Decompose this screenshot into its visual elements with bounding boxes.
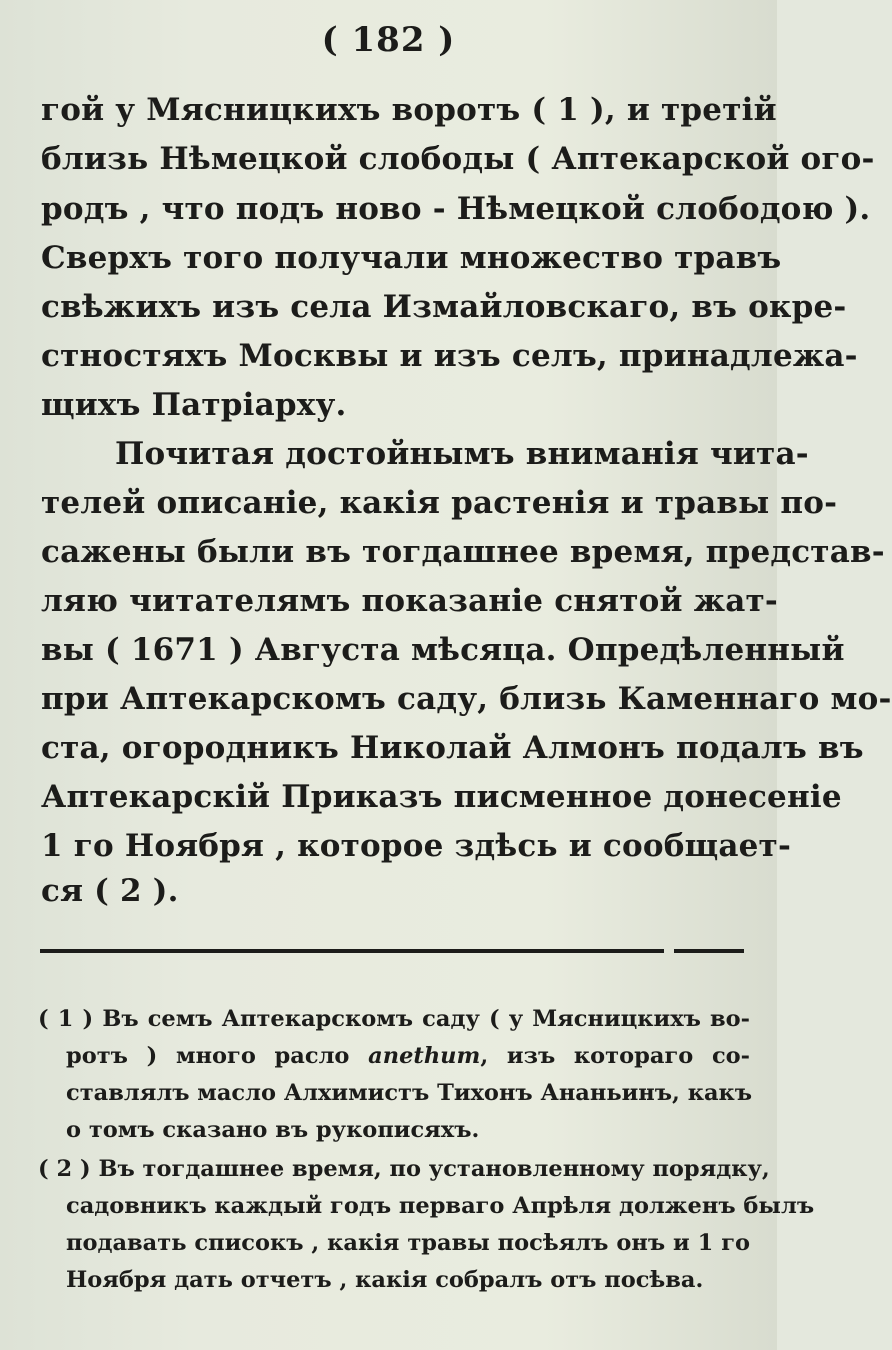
text-line: Аптекарскій Приказъ писменное донесеніе <box>41 779 842 815</box>
text-line: Сверхъ того получали множество травъ <box>41 240 782 276</box>
text-line: гой у Мясницкихъ воротъ ( 1 ), и третій <box>41 92 777 128</box>
page-number: ( 182 ) <box>321 20 456 60</box>
text-line: сажены были въ тогдашнее время, представ- <box>41 534 885 570</box>
footnote-1-line: ( 1 ) Въ семъ Аптекарскомъ саду ( у Мясницкихъ во- <box>38 1006 750 1032</box>
footnote-divider <box>40 949 664 953</box>
footnote-divider <box>674 949 744 953</box>
text-line: стностяхъ Москвы и изъ селъ, принадлежа- <box>41 338 858 374</box>
footnote-2-line: ( 2 ) Въ тогдашнее время, по установленному порядку, <box>38 1156 770 1182</box>
footnote-2-line: подавать списокъ , какія травы посѣялъ онъ и 1 го <box>66 1230 750 1256</box>
text-line: телей описаніе, какія растенія и травы по- <box>41 485 838 521</box>
latin-term: anethum <box>368 1043 481 1069</box>
text-line: 1 го Ноября , которое здѣсь и сообщает- <box>41 828 792 864</box>
footnote-1-line: о томъ сказано въ рукописяхъ. <box>66 1117 480 1143</box>
text-line: ста, огородникъ Николай Алмонъ подалъ въ <box>41 730 864 766</box>
footnote-1-line: ротъ ) много расло anethum, изъ котораго со- <box>66 1043 750 1069</box>
text-line: ся ( 2 ). <box>41 873 179 909</box>
text-line: Почитая достойнымъ вниманія чита- <box>115 436 809 472</box>
footnote-2-line: садовникъ каждый годъ перваго Апрѣля долженъ былъ <box>66 1193 815 1219</box>
footnote-2-line: Ноября дать отчетъ , какія собралъ отъ посѣва. <box>66 1267 704 1293</box>
text-line: при Аптекарскомъ саду, близь Каменнаго мо- <box>41 681 892 717</box>
text-line: родъ , что подъ ново - Нѣмецкой слободою ). <box>41 191 871 227</box>
text-line: вы ( 1671 ) Августа мѣсяца. Опредѣленный <box>41 632 845 668</box>
text-line: щихъ Патріарху. <box>41 387 347 423</box>
text-line: ляю читателямъ показаніе снятой жат- <box>41 583 779 619</box>
footnote-1-line: ставлялъ масло Алхимистъ Тихонъ Ананьинъ, какъ <box>66 1080 753 1106</box>
text-line: близь Нѣмецкой слободы ( Аптекарской ого- <box>41 141 875 177</box>
text-line: свѣжихъ изъ села Измайловскаго, въ окре- <box>41 289 847 325</box>
